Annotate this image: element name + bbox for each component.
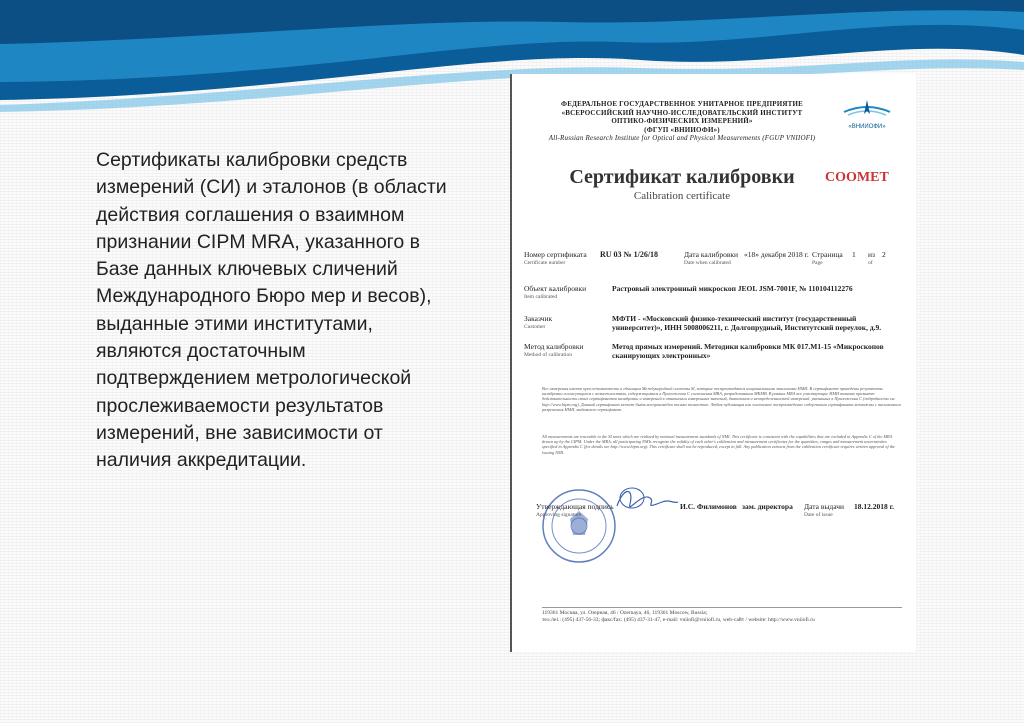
of-label: из of [868,250,875,266]
signer-title: зам. директора [742,502,793,511]
fine-print-en: All measurements are traceable to the SI units which are realized by national measurement standards of NMI. This certificate is consistent with the capabilities that are included in Appendix C of the MRA drawn up by the CIPM. Under the MRA, all participating NMIs recognize the validity of each other's calibration and measurement certificates for the quantities, ranges and measurement uncertainties specified in Appendix C (for details see http://www.bipm.org). This certificate shall not be reproduced, except in full. Any publication extracts from the calibration certificate requires written approval of the issuing NMI. [542,434,895,455]
customer-label: Заказчик Customer [524,314,553,330]
certificate-title: Сертификат калибровки [569,166,795,188]
signature-label: Утверждающая подпись Approving signature [536,502,614,518]
issue-date-label: Дата выдачи Date of issue [804,502,845,518]
org-line: ОПТИКО-ФИЗИЧЕСКИХ ИЗМЕРЕНИЙ» [611,117,753,125]
page-label: Страница Page [812,250,843,266]
page-value: 1 [852,250,856,259]
calibration-certificate-image [510,74,916,652]
official-stamp [540,487,618,565]
certificate-subtitle: Calibration certificate [633,190,731,202]
org-header [532,100,832,143]
of-value: 2 [882,250,886,259]
vniiofi-logo-text: «ВНИИОФИ» [848,124,886,130]
number-label: Номер сертификата Certificate number [524,250,587,266]
method-label: Метод калибровки Method of calibration [524,342,584,358]
org-name-en: All-Russian Research Institute for Optical and Physical Measurements (FGUP VNIIOFI) [548,134,816,142]
object-label: Объект калибровки Item calibrated [524,284,587,300]
certificate-footer [542,607,902,624]
date-label: Дата калибровки Date when calibrated [684,250,739,266]
customer-value: МФТИ - «Московский физико-технический институт (государственный университет)», ИНН 5008006211, г. Долгопрудный, Институтский переулок, д.9. [612,314,882,332]
org-line: ФЕДЕРАЛЬНОЕ ГОСУДАРСТВЕННОЕ УНИТАРНОЕ ПРЕДПРИЯТИЕ [561,100,803,108]
method-value: Метод прямых измерений. Методики калибровки МК 017.М1-15 «Микроскопов сканирующих электронных» [612,342,884,360]
org-line: (ФГУП «ВНИИОФИ») [644,125,720,134]
date-value: «18» декабря 2018 г. [744,250,809,259]
handwritten-signature [612,484,682,514]
vniiofi-logo [842,98,892,134]
slide-body-text: Сертификаты калибровки средств измерений (СИ) и эталонов (в области действия соглашения о взаимном признании CIPM MRA, указанного в Базе данных ключевых сличений Международного Бюро мер и весов), выданные этими институтами, являются достаточным подтверждением метрологической прослеживаемости результатов измерений, вне зависимости от наличия аккредитации. [96,149,447,472]
coomet-logo-text: COOMET [825,170,889,185]
object-value: Растровый электронный микроскоп JEOL JSM-7001F, № 110104112276 [612,284,853,293]
fine-print-ru: Все измерения имеют прослеживаемость к единицам Международной системы SI, которые воспроизводятся национальными эталонами НМИ. В сертификате приведены результаты калибровки согласующиеся с возможностями, содержащимися в Приложении С соглашения MRA, разработанном МКМВ. В рамках MRA все участвующие НМИ взаимно признают действительность своих сертификатов калибровки и измерений в отношении измеренных значений, диапазонов и неопределенностей измерений, указанных в Приложении С (подробности см. http://www.bipm.org). Данный сертификат может быть воспроизведен только полностью. Любая публикация или частичное воспроизведение содержания сертификата возможны с письменного разрешения НМИ, выдавшего сертификат. [542,386,901,412]
issue-date-value: 18.12.2018 г. [854,502,895,511]
coomet-logo [823,161,893,189]
footer-address: 119361 Москва, ул. Озерная, 46 / Ozernaya, 46, 119361 Moscow, Russia; [542,610,708,616]
number-value: RU 03 № 1/26/18 [600,250,659,259]
signer-name: И.С. Филимонов [680,502,737,511]
org-line: «ВСЕРОССИЙСКИЙ НАУЧНО-ИССЛЕДОВАТЕЛЬСКИЙ ИНСТИТУТ [561,108,803,117]
footer-contacts: тел./tel.: (495) 437-56-33; факс/fax: (495) 437-31-47, e-mail: vniiofi@vniiofi.ru, web-сайт / website: http://www.vniiofi.ru [542,617,815,623]
